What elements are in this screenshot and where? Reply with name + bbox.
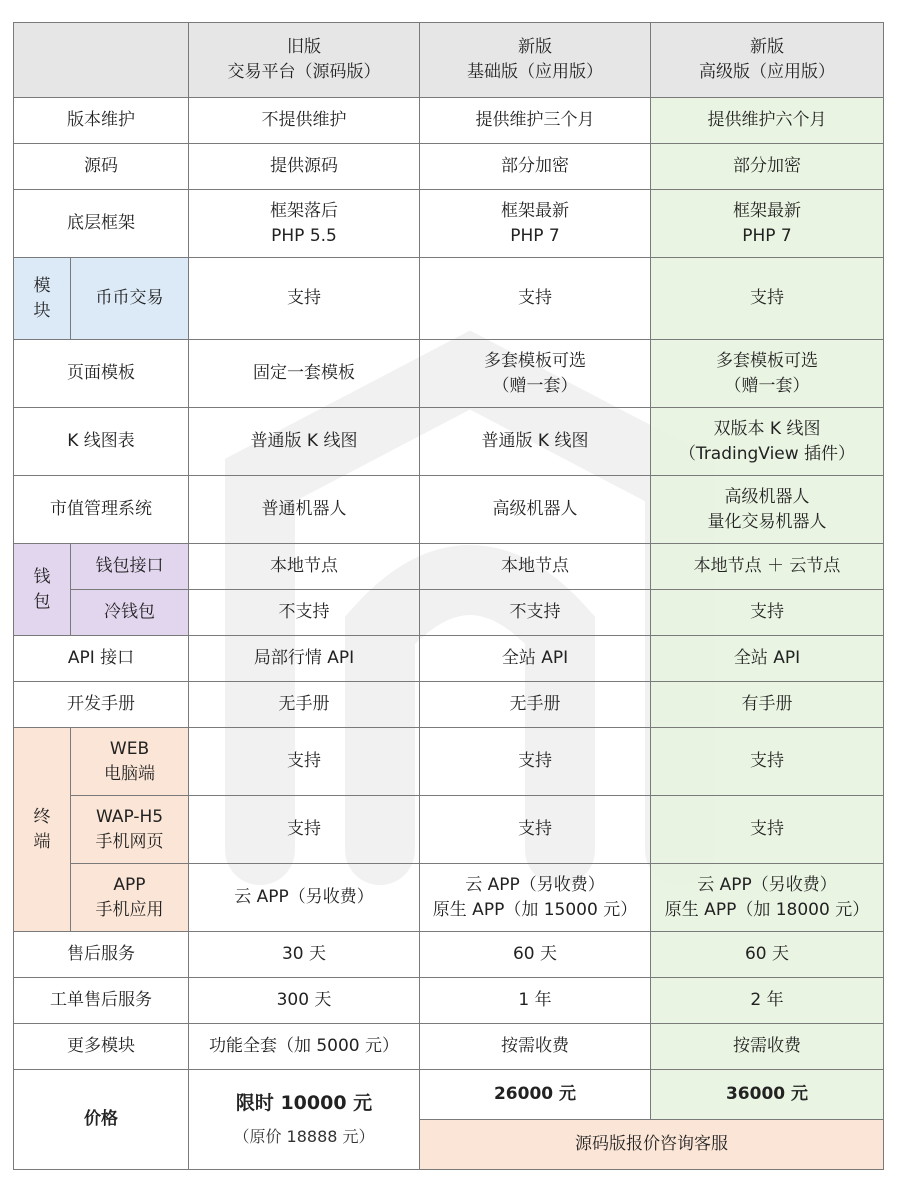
group-line: 包 [33, 591, 51, 612]
label-line: WEB [109, 738, 150, 759]
group-line: 块 [33, 300, 51, 321]
price-old-note: （原价 18888 元） [233, 1126, 375, 1146]
cell-advanced: 全站 API [651, 636, 884, 682]
row-price [14, 1070, 884, 1120]
cell-basic: 无手册 [420, 682, 651, 728]
cell-advanced [651, 864, 884, 932]
cell-basic: 1 年 [420, 978, 651, 1024]
row-ticket-service [14, 978, 884, 1024]
group-line: 终 [33, 806, 51, 827]
cell-line: （赠一套） [492, 375, 578, 396]
cell-old: 支持 [189, 728, 420, 796]
cell-line: 框架最新 [501, 200, 569, 221]
label-line: WAP-H5 [95, 806, 164, 827]
header-old-line2: 交易平台（源码版） [227, 62, 381, 82]
cell-old: 支持 [189, 258, 420, 340]
row-label: 市值管理系统 [14, 476, 189, 544]
row-label: API 接口 [14, 636, 189, 682]
cell-old: 提供源码 [189, 144, 420, 190]
header-row [14, 23, 884, 98]
row-label: K 线图表 [14, 408, 189, 476]
cell-basic: 支持 [420, 258, 651, 340]
price-old [189, 1070, 420, 1170]
cell-line: 框架落后 [270, 200, 338, 221]
row-label [71, 864, 189, 932]
header-advanced-line1: 新版 [750, 37, 784, 57]
cell-advanced: 提供维护六个月 [651, 98, 884, 144]
header-old-line1: 旧版 [287, 37, 321, 57]
row-coin-trading [14, 258, 884, 340]
row-label: 底层框架 [14, 190, 189, 258]
price-advanced: 36000 元 [651, 1070, 884, 1120]
cell-basic: 全站 API [420, 636, 651, 682]
header-old-version [189, 23, 420, 98]
cell-advanced: 支持 [651, 590, 884, 636]
cell-old: 不提供维护 [189, 98, 420, 144]
row-maintenance [14, 98, 884, 144]
cell-line: 原生 APP（加 15000 元） [432, 899, 638, 920]
cell-basic: 按需收费 [420, 1024, 651, 1070]
cell-basic: 本地节点 [420, 544, 651, 590]
cell-basic: 部分加密 [420, 144, 651, 190]
cell-old: 30 天 [189, 932, 420, 978]
cell-advanced [651, 408, 884, 476]
cell-old: 固定一套模板 [189, 340, 420, 408]
row-cold-wallet [14, 590, 884, 636]
cell-advanced: 支持 [651, 258, 884, 340]
cell-advanced: 60 天 [651, 932, 884, 978]
cell-old: 普通机器人 [189, 476, 420, 544]
cell-line: PHP 5.5 [271, 225, 337, 246]
cell-basic: 支持 [420, 796, 651, 864]
row-label: 开发手册 [14, 682, 189, 728]
cell-advanced: 本地节点 ＋ 云节点 [651, 544, 884, 590]
cell-basic [420, 864, 651, 932]
row-source [14, 144, 884, 190]
row-wallet-api [14, 544, 884, 590]
cell-line: 双版本 K 线图 [713, 418, 821, 439]
label-line: 手机网页 [95, 831, 164, 852]
row-wap [14, 796, 884, 864]
cell-old: 300 天 [189, 978, 420, 1024]
consult-banner: 源码版报价咨询客服 [420, 1120, 884, 1170]
cell-advanced: 有手册 [651, 682, 884, 728]
row-template [14, 340, 884, 408]
comparison-table [13, 22, 884, 1170]
cell-line: 云 APP（另收费） [697, 874, 837, 895]
row-label: 冷钱包 [71, 590, 189, 636]
row-label: 钱包接口 [71, 544, 189, 590]
row-label: 版本维护 [14, 98, 189, 144]
cell-line: 云 APP（另收费） [465, 874, 605, 895]
header-basic-line1: 新版 [518, 37, 552, 57]
cell-old: 支持 [189, 796, 420, 864]
cell-basic: 不支持 [420, 590, 651, 636]
row-label-price: 价格 [14, 1070, 189, 1170]
cell-advanced: 支持 [651, 796, 884, 864]
header-advanced-line2: 高级版（应用版） [699, 62, 835, 82]
row-label: 工单售后服务 [14, 978, 189, 1024]
cell-line: 高级机器人 [724, 486, 810, 507]
cell-advanced [651, 190, 884, 258]
row-api [14, 636, 884, 682]
row-label: 币币交易 [71, 258, 189, 340]
row-market-management [14, 476, 884, 544]
row-web [14, 728, 884, 796]
row-label: 源码 [14, 144, 189, 190]
cell-line: 量化交易机器人 [707, 511, 827, 532]
cell-line: PHP 7 [742, 225, 792, 246]
price-old-main: 限时 10000 元 [235, 1091, 373, 1114]
row-label: 页面模板 [14, 340, 189, 408]
row-more-modules [14, 1024, 884, 1070]
cell-old: 无手册 [189, 682, 420, 728]
cell-line: PHP 7 [510, 225, 560, 246]
header-corner [14, 23, 189, 98]
row-kline [14, 408, 884, 476]
cell-basic: 普通版 K 线图 [420, 408, 651, 476]
cell-line: 框架最新 [733, 200, 801, 221]
cell-old: 普通版 K 线图 [189, 408, 420, 476]
cell-basic: 支持 [420, 728, 651, 796]
row-label [71, 796, 189, 864]
label-line: APP [113, 874, 146, 895]
cell-line: （TradingView 插件） [678, 443, 856, 464]
cell-basic [420, 340, 651, 408]
cell-line: （赠一套） [724, 375, 810, 396]
cell-old: 不支持 [189, 590, 420, 636]
header-basic-version [420, 23, 651, 98]
cell-line: 原生 APP（加 18000 元） [664, 899, 870, 920]
cell-old: 功能全套（加 5000 元） [189, 1024, 420, 1070]
cell-basic [420, 190, 651, 258]
cell-basic: 提供维护三个月 [420, 98, 651, 144]
group-terminal [14, 728, 71, 932]
cell-old: 云 APP（另收费） [189, 864, 420, 932]
cell-advanced: 支持 [651, 728, 884, 796]
cell-advanced: 2 年 [651, 978, 884, 1024]
row-app [14, 864, 884, 932]
header-basic-line2: 基础版（应用版） [467, 62, 603, 82]
label-line: 电脑端 [104, 763, 155, 784]
row-label: 更多模块 [14, 1024, 189, 1070]
cell-advanced [651, 340, 884, 408]
cell-old [189, 190, 420, 258]
header-advanced-version [651, 23, 884, 98]
row-label [71, 728, 189, 796]
row-after-sale [14, 932, 884, 978]
group-wallet [14, 544, 71, 636]
row-label: 售后服务 [14, 932, 189, 978]
group-line: 模 [33, 275, 51, 296]
row-framework [14, 190, 884, 258]
group-line: 钱 [33, 566, 51, 587]
cell-advanced: 部分加密 [651, 144, 884, 190]
cell-basic: 高级机器人 [420, 476, 651, 544]
cell-line: 多套模板可选 [484, 350, 586, 371]
cell-basic: 60 天 [420, 932, 651, 978]
row-dev-manual [14, 682, 884, 728]
label-line: 手机应用 [95, 899, 164, 920]
group-module [14, 258, 71, 340]
cell-old: 本地节点 [189, 544, 420, 590]
cell-advanced: 按需收费 [651, 1024, 884, 1070]
cell-old: 局部行情 API [189, 636, 420, 682]
price-basic: 26000 元 [420, 1070, 651, 1120]
group-line: 端 [33, 831, 51, 852]
cell-line: 多套模板可选 [716, 350, 818, 371]
cell-advanced [651, 476, 884, 544]
